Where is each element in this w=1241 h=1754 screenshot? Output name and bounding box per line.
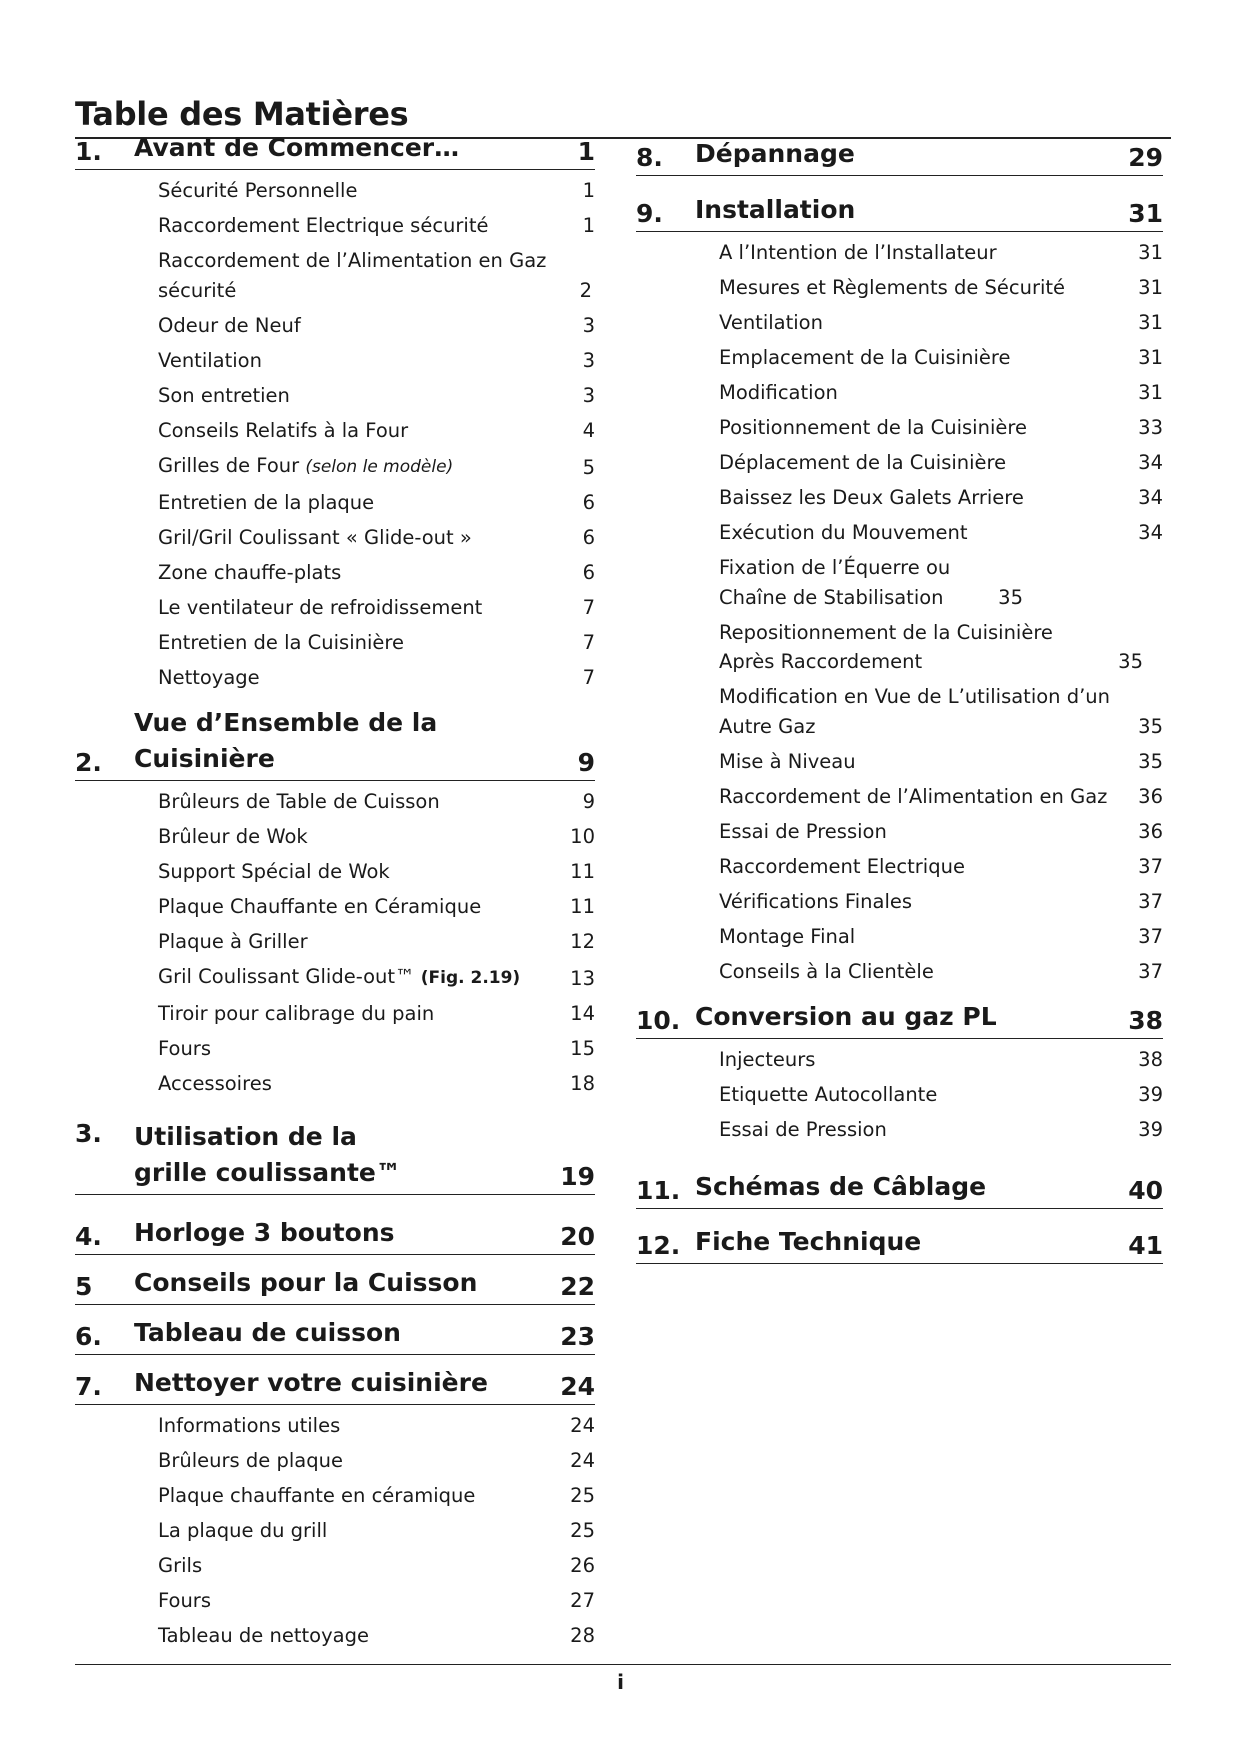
entry-page: 34 xyxy=(1138,451,1163,474)
entry-label: Conseils à la Clientèle xyxy=(719,959,934,983)
entry-label: Entretien de la Cuisinière xyxy=(158,630,404,654)
section-title: Conversion au gaz PL xyxy=(695,1001,997,1031)
entry-page: 15 xyxy=(570,1036,595,1060)
toc-entry[interactable] xyxy=(75,246,595,305)
entry-page: 35 xyxy=(1138,714,1163,738)
section-page: 29 xyxy=(1128,143,1163,172)
entry-label: Odeur de Neuf xyxy=(158,313,301,337)
section-number: 2. xyxy=(75,747,102,777)
entry-page: 12 xyxy=(570,929,595,953)
section-title-line-2: grille coulissante™ xyxy=(134,1157,401,1187)
toc-entry[interactable] xyxy=(75,822,595,852)
entry-page: 34 xyxy=(1138,521,1163,544)
section-title: Nettoyer votre cuisinière xyxy=(134,1367,488,1397)
entry-page: 28 xyxy=(570,1623,595,1647)
toc-entry[interactable] xyxy=(75,1411,595,1441)
section-title-line-1: Utilisation de la xyxy=(134,1121,357,1151)
toc-entry[interactable] xyxy=(75,1446,595,1476)
toc-entry[interactable] xyxy=(75,628,595,658)
entry-label-text: Gril Coulissant Glide-out™ xyxy=(158,964,415,988)
entry-page: 7 xyxy=(582,595,595,619)
toc-entry[interactable] xyxy=(636,273,1163,303)
toc-entry[interactable] xyxy=(636,1080,1163,1110)
toc-section-11[interactable] xyxy=(636,1157,1163,1209)
section-page: 19 xyxy=(560,1161,595,1191)
section-page: 38 xyxy=(1128,1005,1163,1035)
entry-label: Essai de Pression xyxy=(719,1117,887,1141)
toc-entry[interactable] xyxy=(75,962,595,994)
entry-label xyxy=(158,451,565,483)
entry-page: 3 xyxy=(582,313,595,337)
entry-page: 7 xyxy=(582,665,595,689)
toc-entry[interactable] xyxy=(75,346,595,376)
entry-label: Etiquette Autocollante xyxy=(719,1082,938,1106)
entry-label: Raccordement de l’Alimentation en Gaz xyxy=(719,784,1108,808)
toc-entry[interactable] xyxy=(636,343,1163,373)
toc-entry[interactable] xyxy=(75,381,595,411)
entry-page: 13 xyxy=(570,966,595,990)
toc-entry[interactable] xyxy=(75,787,595,817)
entry-label: Injecteurs xyxy=(719,1047,816,1071)
section-title: Vue d’Ensemble de la Cuisinière xyxy=(134,707,438,773)
entry-label-text: Grilles de Four xyxy=(158,453,300,477)
footer-divider xyxy=(75,1664,1171,1665)
toc-entry[interactable] xyxy=(75,1516,595,1546)
entry-page: 11 xyxy=(570,894,595,918)
entry-label: Plaque Chauffante en Céramique xyxy=(158,894,482,918)
entry-page: 24 xyxy=(570,1413,595,1437)
toc-entry[interactable] xyxy=(75,999,595,1029)
toc-entry[interactable] xyxy=(636,887,1163,917)
section-number: 5 xyxy=(75,1271,93,1301)
section-title: Conseils pour la Cuisson xyxy=(134,1267,478,1297)
entry-note: (selon le modèle) xyxy=(305,456,454,477)
toc-entry[interactable] xyxy=(75,663,595,693)
entry-label: Fixation de l’Équerre ou Chaîne de Stabilisation xyxy=(719,556,951,609)
section-title: Fiche Technique xyxy=(695,1226,922,1256)
toc-subsection-list xyxy=(75,1405,595,1663)
section-title: Schémas de Câblage xyxy=(695,1171,987,1201)
entry-page: 2 xyxy=(579,278,592,302)
entry-page: 6 xyxy=(582,525,595,549)
entry-label: Raccordement Electrique xyxy=(719,854,965,878)
toc-entry[interactable] xyxy=(75,892,595,922)
entry-page: 39 xyxy=(1138,1117,1163,1141)
toc-section-1[interactable] xyxy=(75,130,595,170)
toc-entry[interactable] xyxy=(636,852,1163,882)
entry-page: 10 xyxy=(570,824,595,848)
entry-label: Plaque chauffante en céramique xyxy=(158,1483,476,1507)
entry-label: Support Spécial de Wok xyxy=(158,859,390,883)
toc-entry[interactable] xyxy=(636,238,1163,268)
toc-section-3[interactable] xyxy=(75,1119,595,1195)
entry-label: Positionnement de la Cuisinière xyxy=(719,416,1027,439)
toc-left-column xyxy=(75,130,595,1663)
entry-page: 37 xyxy=(1138,924,1163,948)
entry-label: Tiroir pour calibrage du pain xyxy=(158,1001,435,1025)
toc-section-9[interactable] xyxy=(636,176,1163,232)
toc-entry[interactable] xyxy=(636,413,1163,443)
entry-page: 3 xyxy=(582,348,595,372)
section-page: 24 xyxy=(560,1371,595,1401)
toc-entry[interactable] xyxy=(75,1069,595,1099)
toc-entry[interactable] xyxy=(636,747,1163,777)
entry-page: 35 xyxy=(1118,650,1143,673)
entry-label: Fours xyxy=(158,1036,211,1060)
entry-label: Essai de Pression xyxy=(719,819,887,843)
toc-entry[interactable] xyxy=(75,311,595,341)
toc-entry[interactable] xyxy=(75,416,595,446)
toc-entry[interactable] xyxy=(636,922,1163,952)
entry-page: 37 xyxy=(1138,889,1163,913)
toc-entry[interactable] xyxy=(75,1621,595,1651)
entry-page: 37 xyxy=(1138,854,1163,878)
entry-label: Le ventilateur de refroidissement xyxy=(158,595,483,619)
section-page: 1 xyxy=(577,137,595,166)
toc-entry[interactable] xyxy=(636,618,1163,677)
entry-label: Ventilation xyxy=(719,311,823,334)
entry-label: Montage Final xyxy=(719,924,856,948)
entry-label: Modification xyxy=(719,381,838,404)
section-number: 7. xyxy=(75,1371,102,1401)
entry-label: Sécurité Personnelle xyxy=(158,179,358,202)
toc-entry[interactable] xyxy=(75,558,595,588)
entry-page: 34 xyxy=(1138,486,1163,509)
entry-page: 36 xyxy=(1138,819,1163,843)
section-page: 23 xyxy=(560,1321,595,1351)
toc-subsection-list xyxy=(636,1039,1163,1157)
toc-entry[interactable] xyxy=(636,782,1163,812)
section-page: 20 xyxy=(560,1221,595,1251)
entry-label: Zone chauffe-plats xyxy=(158,560,342,584)
toc-section-5[interactable] xyxy=(75,1255,595,1305)
toc-entry[interactable] xyxy=(636,1115,1163,1145)
entry-page: 31 xyxy=(1138,311,1163,334)
entry-page: 25 xyxy=(570,1518,595,1542)
entry-page: 6 xyxy=(582,560,595,584)
toc-entry[interactable] xyxy=(636,957,1163,987)
toc-section-7[interactable] xyxy=(75,1355,595,1405)
entry-label: Brûleur de Wok xyxy=(158,824,308,848)
toc-entry[interactable] xyxy=(636,682,1163,741)
section-title: Installation xyxy=(695,195,856,224)
entry-page: 39 xyxy=(1138,1082,1163,1106)
toc-subsection-list xyxy=(75,170,595,705)
toc-entry[interactable] xyxy=(636,483,1163,513)
section-number: 4. xyxy=(75,1221,102,1251)
entry-label: Raccordement Electrique sécurité xyxy=(158,214,489,237)
toc-entry[interactable] xyxy=(75,523,595,553)
entry-label: Baissez les Deux Galets Arriere xyxy=(719,486,1024,509)
entry-page: 31 xyxy=(1138,346,1163,369)
toc-section-12[interactable] xyxy=(636,1209,1163,1264)
toc-entry[interactable] xyxy=(636,1045,1163,1075)
toc-entry[interactable] xyxy=(75,927,595,957)
entry-label: Brûleurs de Table de Cuisson xyxy=(158,789,440,813)
entry-page: 35 xyxy=(998,585,1023,609)
toc-section-4[interactable] xyxy=(75,1207,595,1255)
entry-page: 7 xyxy=(582,630,595,654)
section-title: Avant de Commencer… xyxy=(134,133,460,162)
entry-page: 4 xyxy=(582,418,595,442)
page-title: Table des Matières xyxy=(75,93,1171,139)
entry-page: 26 xyxy=(570,1553,595,1577)
entry-page: 33 xyxy=(1138,416,1163,439)
toc-entry[interactable] xyxy=(75,176,595,206)
section-number: 10. xyxy=(636,1005,681,1035)
toc-entry[interactable] xyxy=(75,1481,595,1511)
section-page: 41 xyxy=(1128,1230,1163,1260)
section-page: 40 xyxy=(1128,1175,1163,1205)
entry-label: Nettoyage xyxy=(158,665,260,689)
entry-page: 9 xyxy=(582,789,595,813)
toc-entry[interactable] xyxy=(636,817,1163,847)
entry-page: 14 xyxy=(570,1001,595,1025)
toc-subsection-list xyxy=(636,232,1163,999)
entry-label xyxy=(158,962,565,994)
entry-page: 18 xyxy=(570,1071,595,1095)
toc-entry[interactable] xyxy=(75,1551,595,1581)
entry-label: Raccordement de l’Alimentation en Gaz sécurité xyxy=(158,249,547,302)
entry-label: Conseils Relatifs à la Four xyxy=(158,418,409,442)
section-title: Horloge 3 boutons xyxy=(134,1217,395,1247)
toc-entry[interactable] xyxy=(75,593,595,623)
entry-label: Mesures et Règlements de Sécurité xyxy=(719,276,1066,299)
entry-page: 37 xyxy=(1138,959,1163,983)
entry-label: Gril/Gril Coulissant « Glide-out » xyxy=(158,525,472,549)
entry-page: 5 xyxy=(582,455,595,479)
toc-section-8[interactable] xyxy=(636,130,1163,176)
entry-label: Informations utiles xyxy=(158,1413,341,1437)
entry-label: La plaque du grill xyxy=(158,1518,328,1542)
entry-label: Grils xyxy=(158,1553,203,1577)
entry-page: 3 xyxy=(582,383,595,407)
entry-label: Plaque à Griller xyxy=(158,929,308,953)
toc-entry[interactable] xyxy=(75,451,595,483)
entry-page: 1 xyxy=(582,214,595,237)
entry-label: A l’Intention de l’Installateur xyxy=(719,241,997,264)
toc-entry[interactable] xyxy=(75,1586,595,1616)
entry-page: 24 xyxy=(570,1448,595,1472)
entry-page: 25 xyxy=(570,1483,595,1507)
entry-label: Son entretien xyxy=(158,383,290,407)
entry-label: Mise à Niveau xyxy=(719,749,856,773)
entry-page: 6 xyxy=(582,490,595,514)
entry-label: Entretien de la plaque xyxy=(158,490,375,514)
toc-right-column xyxy=(636,130,1163,1264)
entry-label: Déplacement de la Cuisinière xyxy=(719,451,1007,474)
toc-section-2[interactable] xyxy=(75,705,595,781)
entry-label: Repositionnement de la Cuisinière Après Raccordement xyxy=(719,620,1053,673)
entry-label: Accessoires xyxy=(158,1071,272,1095)
entry-page: 27 xyxy=(570,1588,595,1612)
toc-entry[interactable] xyxy=(75,488,595,518)
entry-page: 36 xyxy=(1138,784,1163,808)
entry-page: 31 xyxy=(1138,381,1163,404)
entry-label: Fours xyxy=(158,1588,211,1612)
toc-entry[interactable] xyxy=(636,308,1163,338)
entry-label: Vérifications Finales xyxy=(719,889,913,913)
entry-page: 1 xyxy=(582,179,595,202)
section-number: 6. xyxy=(75,1321,102,1351)
section-number: 12. xyxy=(636,1230,681,1260)
entry-label: Exécution du Mouvement xyxy=(719,521,968,544)
toc-section-10[interactable] xyxy=(636,999,1163,1039)
section-number: 11. xyxy=(636,1175,681,1205)
section-number: 9. xyxy=(636,199,663,228)
toc-entry[interactable] xyxy=(636,448,1163,478)
page-number: i xyxy=(617,1670,624,1694)
entry-page: 35 xyxy=(1138,749,1163,773)
section-title: Tableau de cuisson xyxy=(134,1317,401,1347)
toc-entry[interactable] xyxy=(636,378,1163,408)
section-number: 3. xyxy=(75,1118,102,1148)
entry-label: Modification en Vue de L’utilisation d’un Autre Gaz xyxy=(719,685,1111,738)
toc-subsection-list xyxy=(75,781,595,1111)
entry-label: Ventilation xyxy=(158,348,262,372)
entry-figure-ref: (Fig. 2.19) xyxy=(420,967,521,988)
section-title xyxy=(134,1119,560,1191)
toc-entry[interactable] xyxy=(75,1034,595,1064)
section-page: 31 xyxy=(1128,199,1163,228)
toc-entry[interactable] xyxy=(75,211,595,241)
entry-page: 38 xyxy=(1138,1047,1163,1071)
entry-label: Emplacement de la Cuisinière xyxy=(719,346,1011,369)
section-number: 1. xyxy=(75,137,102,166)
section-page: 9 xyxy=(577,747,595,777)
toc-section-6[interactable] xyxy=(75,1305,595,1355)
section-page: 22 xyxy=(560,1271,595,1301)
toc-entry[interactable] xyxy=(636,518,1163,548)
section-title: Dépannage xyxy=(695,139,855,168)
toc-entry[interactable] xyxy=(636,553,1163,612)
entry-label: Brûleurs de plaque xyxy=(158,1448,343,1472)
entry-page: 31 xyxy=(1138,276,1163,299)
toc-entry[interactable] xyxy=(75,857,595,887)
entry-label: Tableau de nettoyage xyxy=(158,1623,369,1647)
entry-page: 31 xyxy=(1138,241,1163,264)
entry-page: 11 xyxy=(570,859,595,883)
section-number: 8. xyxy=(636,143,663,172)
